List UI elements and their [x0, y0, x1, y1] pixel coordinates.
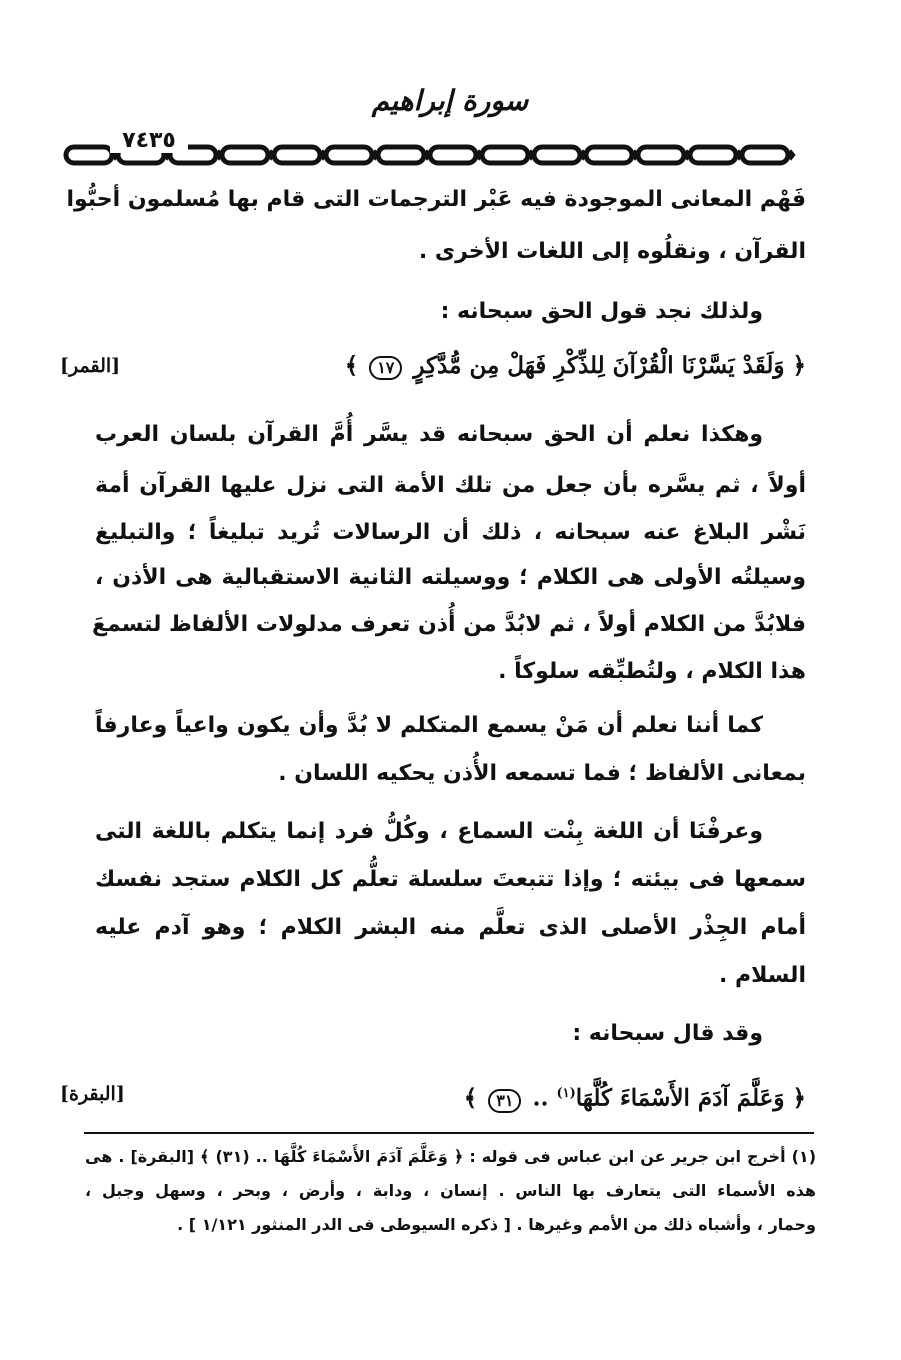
- body-line-9: هذا الكلام ، ولتُطبِّقه سلوكاً .: [498, 659, 806, 684]
- body-line-10: كما أننا نعلم أن مَنْ يسمع المتكلم لا بُدَّ وأن يكون واعياً وعارفاً: [95, 713, 763, 738]
- chain-link: [742, 147, 788, 163]
- chain-link: [378, 147, 424, 163]
- body-line-16: وقد قال سبحانه :: [572, 1021, 763, 1046]
- ayah-number: ٣١: [488, 1089, 521, 1113]
- surah-reference: [البقرة]: [60, 1083, 125, 1105]
- body-line-11: بمعانى الألفاظ ؛ فما تسمعه الأُذن يحكيه اللسان .: [278, 761, 806, 786]
- running-header-surah-title: سورة إبراهيم: [371, 84, 529, 117]
- page-number: ٧٤٣٥: [110, 128, 188, 153]
- chain-link: [638, 147, 684, 163]
- footnote-marker: (١): [556, 1086, 576, 1101]
- chain-link: [430, 147, 476, 163]
- ayah-number: ١٧: [369, 356, 402, 380]
- body-line-7: وسيلتُه الأولى هى الكلام ؛ ووسيلته الثانية الاستقبالية هى الأذن ،: [95, 565, 806, 590]
- surah-reference: [القمر]: [60, 355, 121, 377]
- chain-link: [326, 147, 372, 163]
- chain-link: [274, 147, 320, 163]
- body-line-3: ولذلك نجد قول الحق سبحانه :: [440, 299, 763, 324]
- footnote-line-1: (١) أخرج ابن جرير عن ابن عباس فى قوله : ﴿ وَعَلَّمَ آدَمَ الأَسْمَاءَ كُلَّهَا .. (٣١) ﴾ [البقرة] . هى: [85, 1147, 816, 1166]
- body-line-15: السلام .: [718, 963, 806, 988]
- chain-link: [534, 147, 580, 163]
- body-line-6: نَشْر البلاغ عنه سبحانه ، ذلك أن الرسالات تُريد تبليغاً ؛ والتبليغ: [95, 520, 806, 545]
- footnote-line-2: هذه الأسماء التى يتعارف بها الناس . إنسان ، ودابة ، وأرض ، وبحر ، وسهل وجبل ،: [85, 1181, 816, 1200]
- quran-verse: ﴿ وَعَلَّمَ آدَمَ الأَسْمَاءَ كُلَّهَا$^{(١)}$ .. ٣١ ﴾: [463, 1084, 806, 1112]
- body-line-12: وعرفْنَا أن اللغة بِنْت السماع ، وكُلُّ فرد إنما يتكلم باللغة التى: [95, 819, 763, 844]
- footnote-line-3: وحمار ، وأشباه ذلك من الأمم وغيرها . [ ذكره السيوطى فى الدر المنثور ١/١٢١ ] .: [177, 1215, 816, 1234]
- body-line-2: القرآن ، ونقلُوه إلى اللغات الأخرى .: [418, 239, 806, 264]
- chain-link: [482, 147, 528, 163]
- body-line-14: أمام الجِذْر الأصلى الذى تعلَّم منه البشر الكلام ؛ وهو آدم عليه: [95, 915, 806, 940]
- footnote-separator: [84, 1132, 814, 1134]
- body-line-1: فَهْم المعانى الموجودة فيه عَبْر الترجمات التى قام بها مُسلمون أحبُّوا: [66, 187, 806, 212]
- chain-link: [586, 147, 632, 163]
- body-line-4: وهكذا نعلم أن الحق سبحانه قد يسَّر أُمَّ القرآن بلسان العرب: [95, 422, 763, 447]
- quran-verse: ﴿ وَلَقَدْ يَسَّرْنَا الْقُرْآنَ لِلذِّكْرِ فَهَلْ مِن مُّدَّكِرٍ ١٧ ﴾: [344, 352, 806, 379]
- body-line-8: فلابُدَّ من الكلام أولاً ، ثم لابُدَّ من أُذن تعرف مدلولات الألفاظ لتسمعَ: [91, 612, 806, 637]
- body-line-13: سمعها فى بيئته ؛ وإذا تتبعتَ سلسلة تعلُّم كل الكلام ستجد نفسك: [95, 867, 806, 892]
- chain-link: [690, 147, 736, 163]
- chain-link: [222, 147, 268, 163]
- body-line-5: أولاً ، ثم يسَّره بأن جعل من تلك الأمة التى نزل عليها القرآن أمة: [95, 473, 806, 498]
- chain-link: [66, 147, 112, 163]
